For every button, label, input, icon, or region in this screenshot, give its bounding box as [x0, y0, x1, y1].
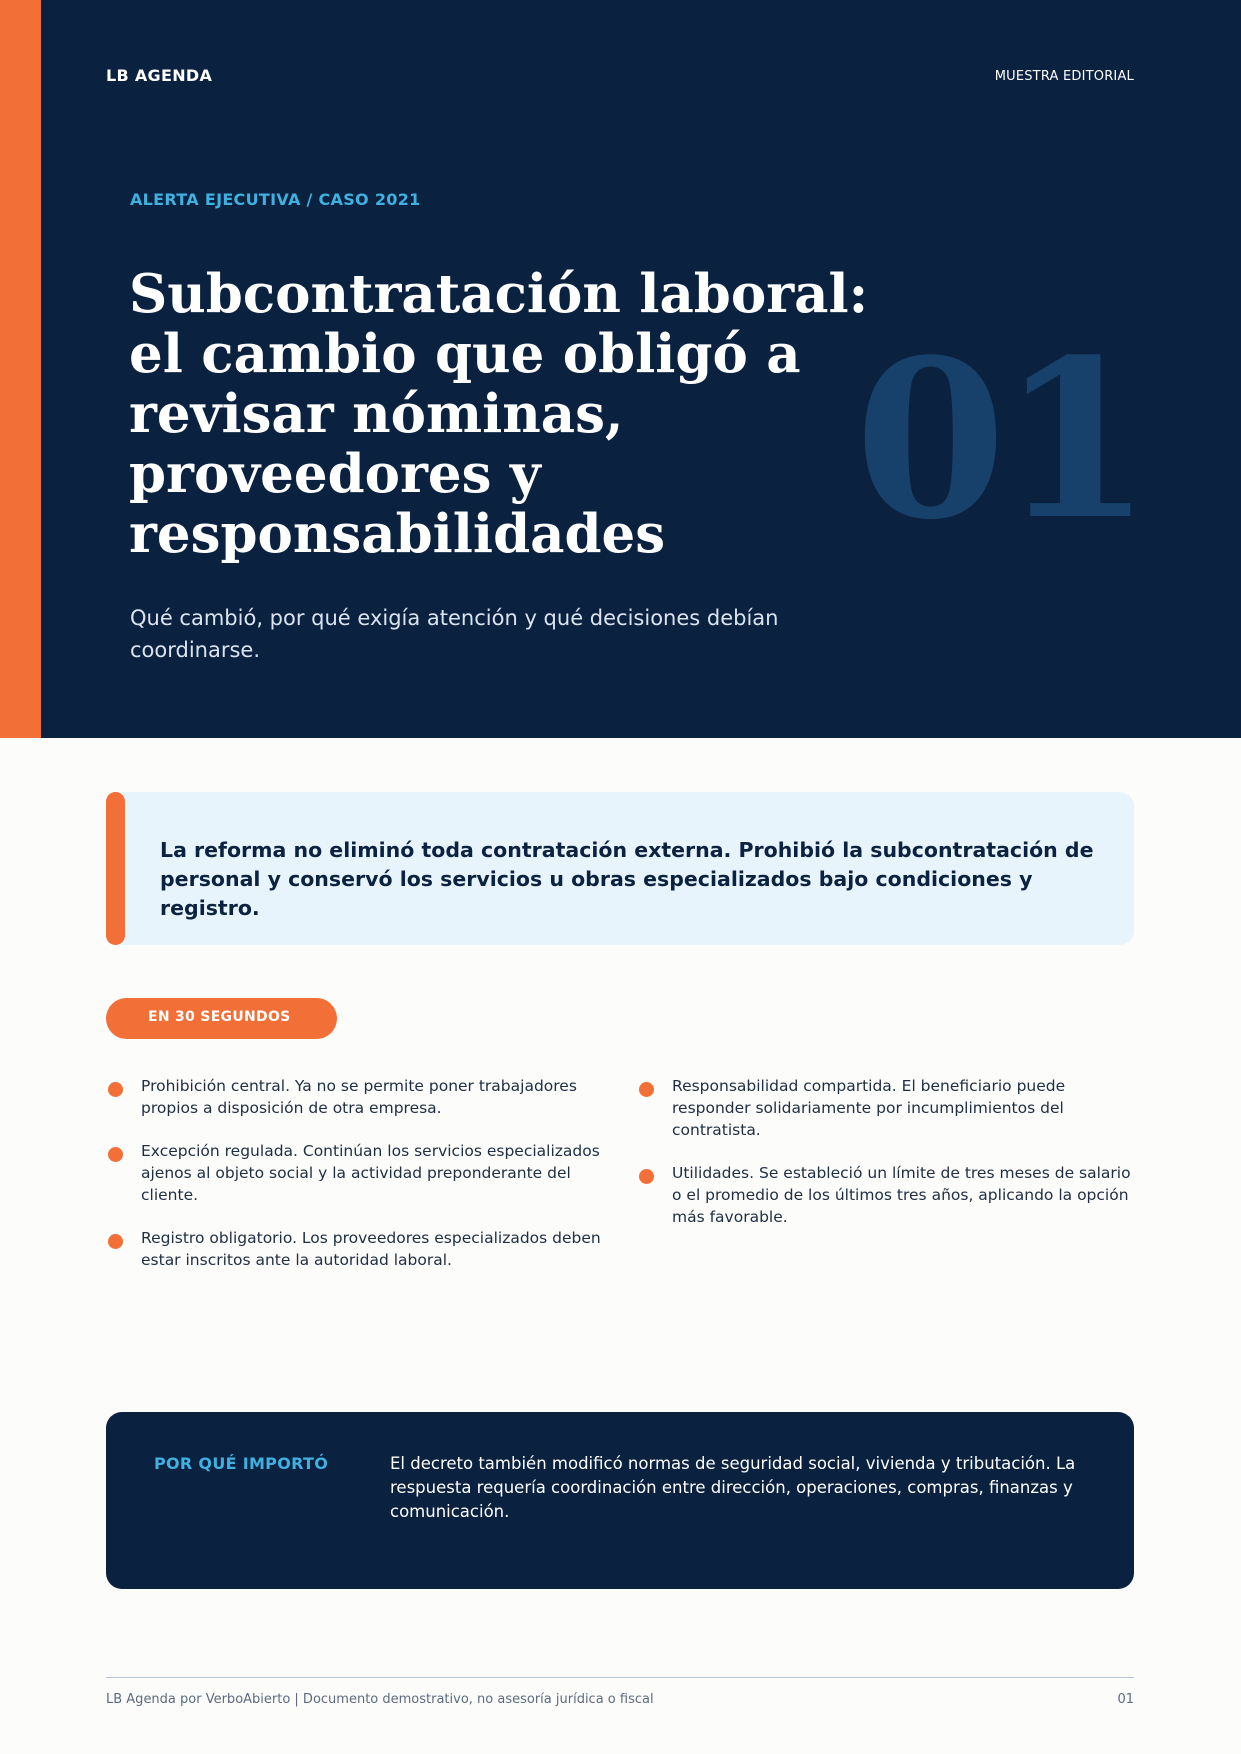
list-item-text: Utilidades. Se estableció un límite de tres meses de salario o el promedio de los últimos tres años, aplicando la opción más favorable. — [672, 1164, 1131, 1226]
why-label: POR QUÉ IMPORTÓ — [154, 1454, 329, 1473]
kicker: ALERTA EJECUTIVA / CASO 2021 — [130, 190, 421, 209]
list-item-text: Registro obligatorio. Los proveedores especializados deben estar inscritos ante la autoridad laboral. — [141, 1229, 601, 1269]
list-item — [637, 1162, 1137, 1228]
list-item-text: Responsabilidad compartida. El beneficiario puede responder solidariamente por incumplimientos del contratista. — [672, 1077, 1066, 1139]
list-item — [106, 1227, 606, 1271]
bullet-dot-icon — [639, 1169, 654, 1184]
bullet-dot-icon — [108, 1082, 123, 1097]
callout-text: La reforma no eliminó toda contratación externa. Prohibió la subcontratación de personal y conservó los servicios u obras especializados bajo condiciones y registro. — [160, 838, 1094, 920]
key-callout — [106, 792, 1134, 945]
list-item — [106, 1075, 606, 1119]
summary-column-left — [106, 1075, 606, 1292]
issue-number: 01 — [854, 312, 1146, 568]
footer-divider — [106, 1677, 1134, 1678]
brand-logo: LB AGENDA — [106, 66, 213, 85]
bullet-dot-icon — [639, 1082, 654, 1097]
edition-label: MUESTRA EDITORIAL — [994, 69, 1134, 84]
why-it-mattered-box — [106, 1412, 1134, 1589]
page-subtitle: Qué cambió, por qué exigía atención y qué decisiones debían coordinarse. — [130, 606, 779, 662]
summary-column-right — [637, 1075, 1137, 1249]
bullet-dot-icon — [108, 1147, 123, 1162]
list-item — [637, 1075, 1137, 1141]
list-item-text: Prohibición central. Ya no se permite poner trabajadores propios a disposición de otra empresa. — [141, 1077, 577, 1117]
callout-accent-bar — [106, 792, 125, 945]
bullet-dot-icon — [108, 1234, 123, 1249]
hero-banner — [0, 0, 1241, 738]
why-text: El decreto también modificó normas de seguridad social, vivienda y tributación. La respuesta requería coordinación entre dirección, operaciones, compras, finanzas y comunicación. — [390, 1454, 1076, 1521]
list-item-text: Excepción regulada. Continúan los servicios especializados ajenos al objeto social y la actividad preponderante del cliente. — [141, 1142, 600, 1204]
page-title: Subcontratación laboral: el cambio que obligó a revisar nóminas, proveedores y responsabilidades — [129, 263, 869, 565]
list-item — [106, 1140, 606, 1206]
page-number: 01 — [1117, 1692, 1134, 1707]
accent-stripe — [0, 0, 41, 738]
footer-disclaimer: LB Agenda por VerboAbierto | Documento demostrativo, no asesoría jurídica o fiscal — [106, 1692, 654, 1707]
section-badge: EN 30 SEGUNDOS — [106, 998, 337, 1039]
